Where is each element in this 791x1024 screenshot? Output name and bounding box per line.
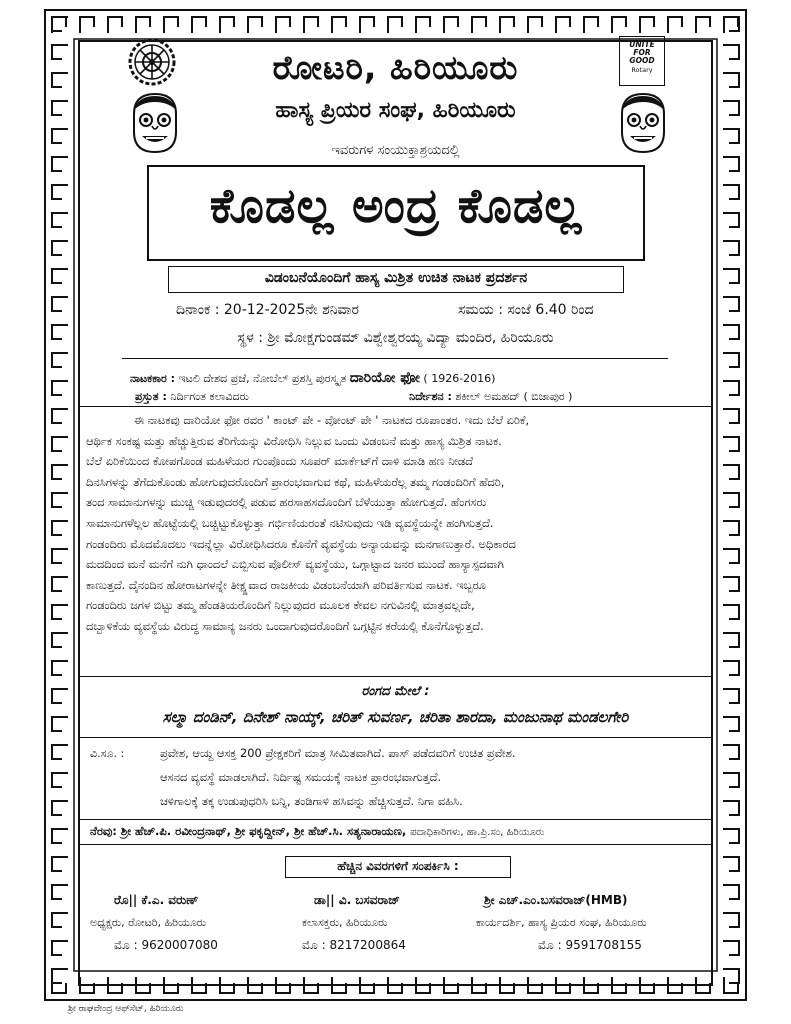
- contact-role: ಕಲಾಸಕ್ತರು, ಹಿರಿಯೂರು: [302, 916, 388, 929]
- border-stroke: [723, 17, 739, 983]
- contact-card: [476, 893, 647, 953]
- director-line: [409, 390, 572, 404]
- contact-name: ರೊ|| ಕೆ.ಎ. ವರುಣ್: [114, 893, 199, 907]
- logo-text-rotary: Rotary: [631, 66, 653, 74]
- playwright-name: ದಾರಿಯೋ ಫೋ: [349, 370, 420, 386]
- support-affiliation: ಪದಾಧಿಕಾರಿಗಳು, ಹಾ.ಪ್ರಿ.ಸಂ, ಹಿರಿಯೂರು: [410, 827, 545, 838]
- logo-text-for: FOR: [633, 48, 651, 57]
- synopsis-line: ಆರ್ಥಿಕ ಸಂಕಷ್ಟ ಮತ್ತು ಹೆಚ್ಚುತ್ತಿರುವ ತೆರಿಗೆಯನ್ನು ವಿರೋಧಿಸಿ ನಿಲ್ಲುವ ಒಂದು ವಿಡಂಬನೆ ಮತ್ತು ಹಾಸ್ಯ ಮಿಶ್ರಿತ ನಾಟಕ.: [86, 433, 502, 448]
- note-line: ಪ್ರವೇಶ, ಆಯ್ದ ಆಸಕ್ತ 200 ಪ್ರೇಕ್ಷಕರಿಗೆ ಮಾತ್ರ ಸೀಮಿತವಾಗಿದೆ. ಪಾಸ್ ಪಡೆದವರಿಗೆ ಉಚಿತ ಪ್ರವೇಶ.: [160, 746, 516, 760]
- event-venue: ಸ್ಥಳ : ಶ್ರೀ ಮೋಕ್ಷಗುಂಡಮ್ ವಿಶ್ವೇಶ್ವರಯ್ಯ ವಿದ್ಯಾ ಮಂದಿರ, ಹಿರಿಯೂರು: [237, 330, 554, 346]
- synopsis-line: ಗಂಡಂದಿರು ಮೊದಮೊದಲು ಇದನ್ನೆಲ್ಲಾ ವಿರೋಧಿಸಿದರೂ ಕೊನೆಗೆ ವ್ಯವಸ್ಥೆಯ ಅನ್ಯಾಯವನ್ನು ಮನಗಾಣುತ್ತಾರೆ. ಅಧಿಕಾರದ: [86, 536, 516, 551]
- presenter-name: ನಿರ್ದಿಗಂತ ಕಲಾವಿದರು: [170, 390, 249, 403]
- logo-text-unite: UNITE: [629, 40, 655, 49]
- playwright-desc: ಇಟಲಿ ದೇಶದ ಪ್ರಜೆ, ನೋಬೆಲ್ ಪ್ರಶಸ್ತಿ ಪುರಸ್ಕೃತ: [178, 372, 347, 385]
- cast-names: ಸಲ್ಮಾ ದಂಡಿನ್, ದಿನೇಶ್ ನಾಯ್ಕ್, ಚರಿತ್ ಸುವರ್ಣ, ಚರಿತಾ ಶಾರದಾ, ಮಂಜುನಾಥ ಮಂಡಲಗೇರಿ: [162, 708, 629, 726]
- presenter-line: [135, 390, 249, 404]
- support-line: [90, 824, 544, 839]
- contact-phone: ಮೊ : 8217200864: [302, 938, 406, 952]
- cast-heading: ರಂಗದ ಮೇಲೆ :: [361, 684, 430, 699]
- director-name: ಶಕೀಲ್ ಅಮಹದ್ ( ಬಿಜಾಪುರ ): [455, 390, 573, 403]
- synopsis-line: ಕಾಣುತ್ತದೆ. ದೈನಂದಿನ ಹೋರಾಟಗಳನ್ನೇ ತೀಕ್ಷ್ಣವಾದ ರಾಜಕೀಯ ವಿಡಂಬನೆಯಾಗಿ ಪರಿವರ್ತಿಸುವ ನಾಟಕ. ಇಬ್ಬರೂ: [86, 577, 486, 592]
- note-label: ವಿ.ಸೂ. :: [90, 747, 125, 760]
- contact-role: ಅಧ್ಯಕ್ಷರು, ರೋಟರಿ, ಹಿರಿಯೂರು: [90, 916, 207, 929]
- joint-auspices-text: ಇವರುಗಳ ಸಂಯುಕ್ತಾಶ್ರಯದಲ್ಲಿ: [331, 143, 460, 158]
- synopsis-line: ಗಂಡಂದಿರು ಜಗಳ ಬಿಟ್ಟು ತಮ್ಮ ಹೆಂಡತಿಯರೊಂದಿಗೆ ನಿಲ್ಲುವುದರ ಮೂಲಕ ಕೇವಲ ನಗುವಿನಲ್ಲಿ ಮಾತ್ರವಲ್ಲದೇ,: [86, 598, 475, 613]
- synopsis-line: ಈ ನಾಟಕವು ದಾರಿಯೋ ಫೋ ರವರ ' ಕಾಂಟ್ ಪೇ - ವೋಂಟ್ ಪೇ ' ನಾಟಕದ ರೂಪಾಂತರ. ಇದು ಬೆಲೆ ಏರಿಕೆ,: [134, 413, 530, 427]
- note-line: ಚಳಿಗಾಲಕ್ಕೆ ತಕ್ಕ ಉಡುಪುಧರಿಸಿ ಬನ್ನಿ, ತಂಡಿಗಾಳಿ ಹಸಿವನ್ನು ಹೆಚ್ಚಿಸುತ್ತದೆ. ನಿಗಾ ವಹಿಸಿ.: [160, 794, 463, 808]
- contact-role: ಕಾರ್ಯದರ್ಶಿ, ಹಾಸ್ಯ ಪ್ರಿಯರ ಸಂಘ, ಹಿರಿಯೂರು: [476, 916, 647, 929]
- contact-phone: ಮೊ : 9620007080: [114, 938, 218, 952]
- organizer-name: ಹಾಸ್ಯ ಪ್ರಿಯರ ಸಂಘ, ಹಿರಿಯೂರು: [275, 98, 516, 123]
- event-date: ದಿನಾಂಕ : 20-12-2025ನೇ ಶನಿವಾರ: [176, 302, 359, 318]
- contact-name: ಶ್ರೀ ಎಚ್.ಎಂ.ಬಸವರಾಜ್(HMB): [484, 893, 628, 907]
- playwright-line: [130, 370, 495, 386]
- contact-phone: ಮೊ : 9591708155: [538, 938, 642, 952]
- contact-name: ಡಾ|| ವಿ. ಬಸವರಾಜ್: [314, 893, 401, 907]
- contact-heading: ಹೆಚ್ಚಿನ ವಿವರಗಳಿಗೆ ಸಂಪರ್ಕಿಸಿ :: [337, 859, 459, 873]
- printer-credit: ಶ್ರೀ ರಾಘವೇಂದ್ರ ಆಫ್‌ಸೆಟ್, ಹಿರಿಯೂರು: [68, 1004, 184, 1014]
- synopsis-line: ತಂದ ಸಾಮಾನುಗಳನ್ನು ಮುಚ್ಚಿ ಇಡುವುದರಲ್ಲಿ ಪಡುವ ಹರಸಾಹಸದೊಂದಿಗೆ ಬೆಳೆಯುತ್ತಾ ಹೋಗುತ್ತದೆ. ಹೆಂಗಸರು: [86, 495, 487, 510]
- note-line: ಆಸನದ ವ್ಯವಸ್ಥೆ ಮಾಡಲಾಗಿದೆ. ನಿರ್ದಿಷ್ಟ ಸಮಯಕ್ಕೆ ನಾಟಕ ಪ್ರಾರಂಭವಾಗುತ್ತದೆ.: [160, 770, 442, 784]
- divider-synopsis: [80, 406, 711, 407]
- contact-card: [90, 893, 218, 953]
- play-title: ಕೊಡಲ್ಲ ಅಂದ್ರ ಕೊಡಲ್ಲ: [209, 178, 583, 234]
- playwright-label: ನಾಟಕಕಾರ :: [130, 372, 176, 385]
- rotary-club-title: ರೋಟರಿ, ಹಿರಿಯೂರು: [272, 48, 519, 87]
- synopsis-line: ಸಾಮಾನುಗಳೆಲ್ಲಲ ಹೊಟ್ಟೆಯಲ್ಲಿ ಬಚ್ಚಿಟ್ಟುಕೊಳ್ಳುತ್ತಾ ಗರ್ಭಿಣಿಯರಂತೆ ನಟಿಸುವುದು ಇಡಿ ವ್ಯವಸ್ಥೆಯನ್ನೇ ಹಂಗಿಸುತ್ತದೆ.: [86, 515, 494, 530]
- event-time: ಸಮಯ : ಸಂಜೆ 6.40 ರಿಂದ: [458, 302, 594, 318]
- playwright-years: ( 1926-2016): [423, 372, 496, 385]
- border-stroke: [52, 17, 68, 983]
- border-stroke: [52, 17, 738, 33]
- logo-text-good: GOOD: [629, 56, 655, 65]
- synopsis-line: ದಿನಸಿಗಳನ್ನು ತೆಗೆದುಕೊಂಡು ಹೋಗುವುದರೊಂದಿಗೆ ಪ್ರಾರಂಭವಾಗುವ ಕಥೆ, ಮಹಿಳೆಯರೆಲ್ಲ ತಮ್ಮ ಗಂಡಂದಿರಿಗೆ ಹೆದರಿ,: [86, 474, 505, 489]
- play-subtitle: ವಿಡಂಬನೆಯೊಂದಿಗೆ ಹಾಸ್ಯ ಮಿಶ್ರಿತ ಉಚಿತ ನಾಟಕ ಪ್ರದರ್ಶನ: [264, 270, 528, 286]
- synopsis-paragraph: [86, 410, 706, 637]
- director-label: ನಿರ್ದೇಶನ :: [409, 390, 452, 403]
- divider-top: [122, 358, 668, 359]
- presenter-label: ಪ್ರಸ್ತುತ :: [135, 390, 167, 403]
- contact-card: [302, 893, 406, 953]
- synopsis-line: ಬೆಲೆ ಏರಿಕೆಯಿಂದ ಕೋಪಗೊಂಡ ಮಹಿಳೆಯರ ಗುಂಪೊಂದು ಸೂಪರ್ ಮಾರ್ಕೆಟ್‌ಗೆ ದಾಳಿ ಮಾಡಿ ಹಣ ನೀಡದೆ: [86, 454, 473, 469]
- support-names: ನೆರವು: ಶ್ರೀ ಹೆಚ್.ಪಿ. ರವೀಂದ್ರನಾಥ್, ಶ್ರೀ ಫಕೃದ್ದೀನ್, ಶ್ರೀ ಹೆಚ್.ಸಿ. ಸತ್ಯನಾರಾಯಣ,: [90, 824, 407, 838]
- synopsis-line: ದಬ್ಬಾಳಿಕೆಯ ವ್ಯವಸ್ಥೆಯ ವಿರುದ್ಧ ಸಾಮಾನ್ಯ ಜನರು ಒಂದಾಗುವುದರೊಂದಿಗೆ ಒಗ್ಗಟ್ಟಿನ ಕರೆಯಲ್ಲಿ ಕೊನೆಗೊಳ್ಳುತ್ತದೆ.: [86, 618, 484, 633]
- synopsis-line: ಮದದಿಂದ ಮನೆ ಮನೆಗೆ ನುಗಿ ಧಾಂದಲೆ ಎಬ್ಬಿಸುವ ಪೊಲೀಸ್ ವ್ಯವಸ್ಥೆಯು, ಒಗ್ಗಾಟ್ಟಾದ ಜನರ ಮುಂದೆ ಹಾಸ್ಯಾಸ್ಪದವಾಗಿ: [86, 557, 504, 572]
